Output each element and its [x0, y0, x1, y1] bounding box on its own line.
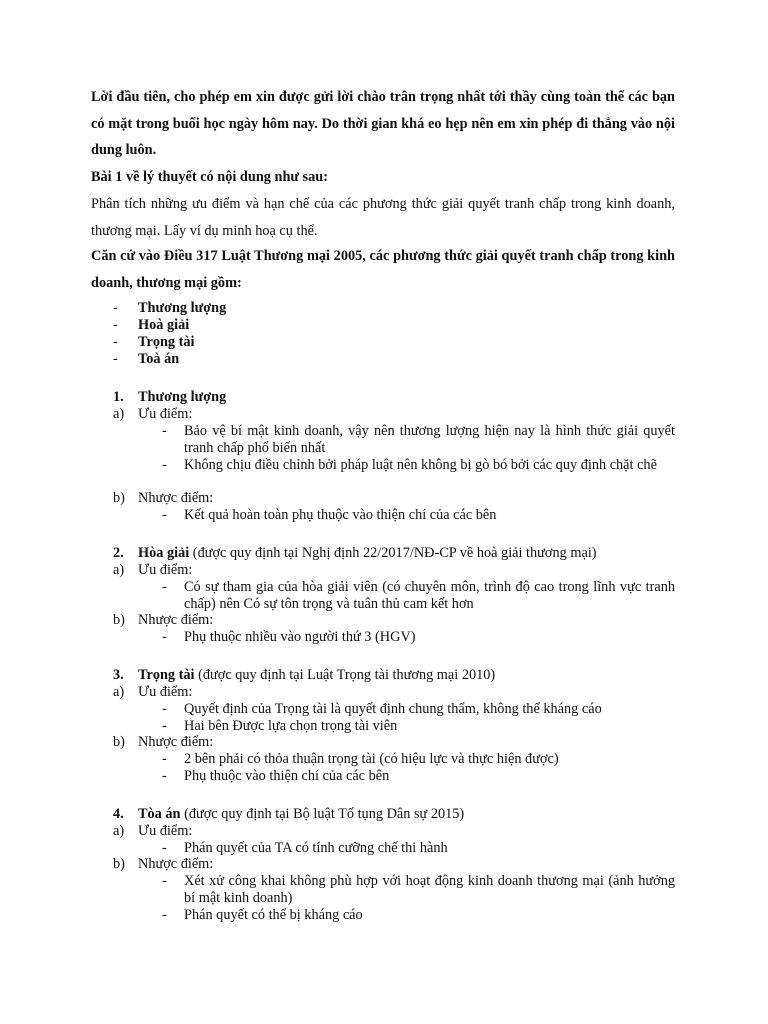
subsection-label: a) — [113, 406, 125, 422]
section-heading — [138, 806, 464, 823]
section-note: (được quy định tại Bộ luật Tố tụng Dân sự 2015) — [180, 806, 465, 822]
list-dash: - — [162, 507, 167, 523]
list-dash: - — [113, 351, 118, 367]
section-number: 3. — [113, 667, 124, 683]
section-heading — [138, 389, 226, 406]
list-dash: - — [162, 768, 167, 784]
section-heading — [138, 545, 597, 562]
advantages-label: Ưu điểm: — [138, 684, 193, 700]
subsection-label: b) — [113, 856, 125, 872]
section-title: Trọng tài — [138, 667, 195, 683]
intro-paragraph: Lời đầu tiên, cho phép em xin được gửi lời chào trân trọng nhất tới thầy cùng toàn thể các bạn có mặt trong buổi học ngày hôm nay. Do thời gian khá eo hẹp nên em xin phép đi thẳng vào nội dung luôn. — [91, 89, 675, 158]
section-note: (được quy định tại Luật Trọng tài thương mại 2010) — [194, 667, 496, 683]
list-item: Quyết định của Trọng tài là quyết định chung thẩm, không thể kháng cáo — [184, 701, 602, 717]
lesson-title: Bài 1 về lý thuyết có nội dung như sau: — [91, 169, 328, 185]
section-title: Thương lượng — [138, 389, 227, 405]
disadvantages-label: Nhược điểm: — [138, 490, 214, 506]
list-dash: - — [162, 873, 167, 889]
list-item: Phán quyết của TA có tính cưỡng chế thi hành — [184, 840, 448, 856]
list-dash: - — [162, 629, 167, 645]
list-dash: - — [113, 300, 118, 316]
disadvantages-label: Nhược điểm: — [138, 612, 214, 628]
advantages-label: Ưu điểm: — [138, 823, 193, 839]
section-number: 2. — [113, 545, 124, 561]
advantages-label: Ưu điểm: — [138, 562, 193, 578]
method-item: Trọng tài — [138, 334, 195, 350]
list-dash: - — [162, 751, 167, 767]
list-item: Không chịu điều chỉnh bởi pháp luật nên không bị gò bó bởi các quy định chặt chẽ — [184, 457, 657, 473]
subsection-label: b) — [113, 734, 125, 750]
list-item: Bảo vệ bí mật kinh doanh, vậy nên thương lượng hiện nay là hình thức giải quyết tranh chấp phổ biến nhất — [184, 423, 675, 456]
list-item: Phụ thuộc nhiều vào người thứ 3 (HGV) — [184, 629, 416, 645]
list-item: Kết quả hoàn toàn phụ thuộc vào thiện chí của các bên — [184, 507, 497, 523]
list-item: Phán quyết có thể bị kháng cáo — [184, 907, 363, 923]
list-dash: - — [162, 907, 167, 923]
disadvantages-label: Nhược điểm: — [138, 856, 214, 872]
section-title: Tòa án — [138, 806, 181, 822]
list-item: Phụ thuộc vào thiện chí của các bên — [184, 768, 390, 784]
list-item: 2 bên phải có thỏa thuận trọng tài (có hiệu lực và thực hiện được) — [184, 751, 559, 767]
list-dash: - — [162, 701, 167, 717]
list-item: Hai bên Được lựa chọn trọng tài viên — [184, 718, 398, 734]
list-dash: - — [113, 317, 118, 333]
section-heading — [138, 667, 495, 684]
basis-paragraph: Căn cứ vào Điều 317 Luật Thương mại 2005, các phương thức giải quyết tranh chấp trong kinh doanh, thương mại gồm: — [91, 248, 675, 291]
list-item: Xét xử công khai không phù hợp với hoạt động kinh doanh thương mại (ảnh hưởng bí mật kinh doanh) — [184, 873, 675, 906]
subsection-label: a) — [113, 562, 125, 578]
section-number: 1. — [113, 389, 124, 405]
section-note: (được quy định tại Nghị định 22/2017/NĐ-CP về hoà giải thương mại) — [189, 545, 597, 561]
list-dash: - — [162, 718, 167, 734]
subsection-label: a) — [113, 684, 125, 700]
subsection-label: a) — [113, 823, 125, 839]
advantages-label: Ưu điểm: — [138, 406, 193, 422]
task-paragraph: Phân tích những ưu điểm và hạn chế của các phương thức giải quyết tranh chấp trong kinh doanh, thương mại. Lấy ví dụ minh hoạ cụ thể. — [91, 196, 675, 239]
method-item: Toà án — [138, 351, 180, 367]
list-dash: - — [162, 457, 167, 473]
disadvantages-label: Nhược điểm: — [138, 734, 214, 750]
list-item: Có sự tham gia của hòa giải viên (có chuyên môn, trình độ cao trong lĩnh vực tranh chấp) nên Có sự tôn trọng và tuân thủ cam kết hơn — [184, 579, 675, 612]
list-dash: - — [162, 579, 167, 595]
section-number: 4. — [113, 806, 124, 822]
list-dash: - — [162, 840, 167, 856]
list-dash: - — [162, 423, 167, 439]
subsection-label: b) — [113, 612, 125, 628]
method-item: Hoà giải — [138, 317, 190, 333]
section-title: Hòa giải — [138, 545, 190, 561]
list-dash: - — [113, 334, 118, 350]
method-item: Thương lượng — [138, 300, 227, 316]
subsection-label: b) — [113, 490, 125, 506]
